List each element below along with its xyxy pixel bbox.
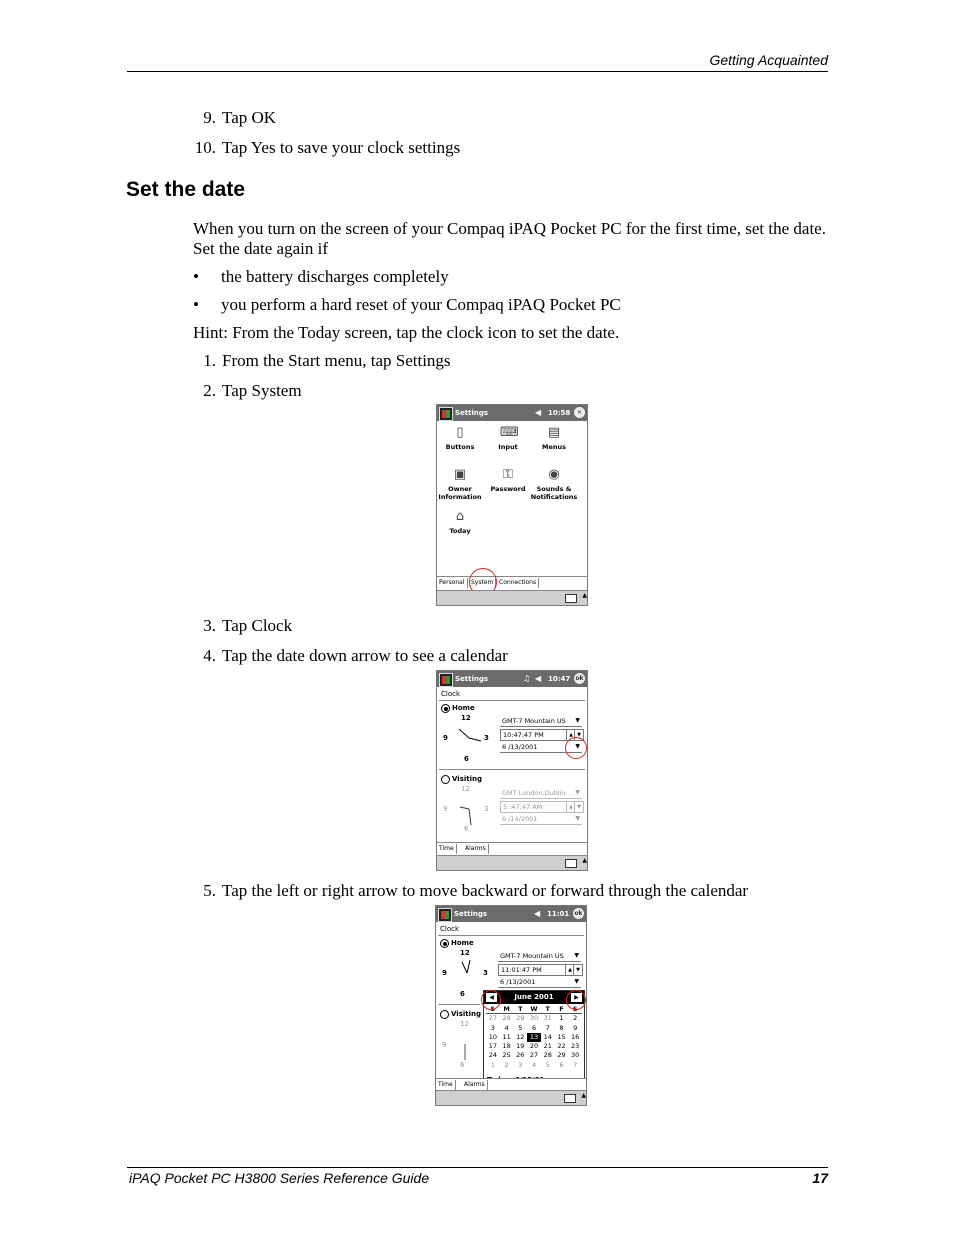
start-logo-icon[interactable] [439,407,453,421]
calendar-day[interactable]: 11 [502,1032,511,1041]
spin-down-icon[interactable]: ▼ [574,730,583,740]
calendar-day[interactable]: 12 [516,1032,525,1041]
step-1 [190,351,451,371]
step-4 [190,646,508,666]
start-logo-icon[interactable] [438,908,452,922]
input-arrow-icon[interactable]: ▲ [582,592,587,599]
dropdown-arrow-icon: ▼ [575,717,580,724]
tab-alarms[interactable]: Alarms [463,844,489,854]
calendar-day[interactable]: 6 [531,1023,537,1032]
password-icon[interactable]: ⚿ Password [490,467,526,493]
clock-numeral: 12 [460,1020,469,1028]
footer-rule [127,1167,828,1168]
clock-hands [450,1028,480,1062]
section-title: Set the date [126,178,246,201]
tab-time[interactable]: Time [437,844,457,854]
visiting-label: Visiting [452,775,482,783]
calendar-day[interactable]: 28 [543,1051,552,1060]
clock-numeral: 3 [484,734,489,742]
page-number: 17 [812,1170,828,1186]
dropdown-arrow-icon: ▼ [575,815,580,822]
clock-time[interactable]: 11:01 [547,910,570,918]
clock-numeral: 3 [484,805,489,813]
bullet-item: • you perform a hard reset of your Compaq iPAQ Pocket PC [193,295,621,314]
step-text: Tap System [222,381,302,400]
calendar-week-row [486,1061,582,1070]
visiting-timezone-select[interactable]: GMT London,Dublin ▼ [502,789,580,797]
calendar-day[interactable]: 3 [490,1023,495,1032]
clock-numeral: 9 [442,1041,447,1049]
clock-numeral: 6 [460,1061,465,1069]
calendar-day[interactable]: 14 [543,1032,552,1041]
spin-up-icon[interactable]: ▲ [566,802,575,812]
calendar-day[interactable]: 21 [543,1042,552,1051]
bullet-text: the battery discharges completely [221,267,449,286]
divider [439,700,585,701]
input-arrow-icon[interactable]: ▲ [581,1092,586,1099]
clock-numeral: 6 [464,755,469,763]
owner-information-icon[interactable]: ▣ Owner Information [438,467,482,501]
calendar-weekday: M [500,1005,514,1014]
bullet-text: you perform a hard reset of your Compaq iPAQ Pocket PC [221,295,621,314]
calendar-day[interactable]: 26 [516,1051,525,1060]
home-label: Home [452,704,475,712]
bullet-item: • the battery discharges completely [193,267,449,286]
step-number: 4. [203,646,216,665]
highlight-circle-right [566,990,586,1010]
calendar-day[interactable]: 4 [504,1023,509,1032]
clock-hands [451,721,491,755]
calendar-day[interactable]: 31 [543,1014,552,1023]
divider [438,1004,480,1005]
divider [439,769,585,770]
home-date-field[interactable]: 6 /13/2001 ▼ [502,743,580,751]
calendar-day[interactable]: 18 [502,1042,511,1051]
calendar-day[interactable]: 30 [529,1014,539,1023]
calendar-day[interactable]: 23 [571,1042,580,1051]
calendar-weekday: T [541,1005,555,1014]
keyboard-icon[interactable] [565,594,577,603]
screenshot-system-settings [436,404,588,606]
home-radio[interactable] [440,939,449,948]
title-bar-title: Settings [454,910,488,918]
calendar-weekday: S [568,1005,582,1014]
calendar-day[interactable]: 2 [504,1060,509,1069]
keyboard-icon[interactable] [565,859,577,868]
calendar-week-row [486,1033,582,1042]
calendar-weekday: F [555,1005,569,1014]
clock-numeral: 6 [464,825,469,833]
running-header: Getting Acquainted [709,52,828,68]
calendar-day[interactable]: 13 [527,1033,541,1042]
speaker-icon[interactable]: ◀ [534,909,541,918]
calendar-day[interactable]: 9 [573,1023,578,1032]
step-5 [190,881,748,901]
visiting-date-field[interactable]: 6 /14/2001 ▼ [502,815,580,823]
step-text: Tap the left or right arrow to move backward or forward through the calendar [222,881,749,900]
clock-numeral: 6 [460,990,465,998]
step-text: Tap Yes to save your clock settings [222,138,461,157]
calendar-day[interactable]: 29 [557,1051,566,1060]
calendar-day[interactable]: 22 [557,1042,566,1051]
calendar-day[interactable]: 4 [531,1060,537,1069]
visiting-label: Visiting [451,1010,481,1018]
step-text: Tap Clock [222,616,293,635]
tab-system[interactable]: System [469,578,496,588]
clock-heading: Clock [440,925,460,933]
clock-hands [451,793,491,827]
title-bar [437,405,587,421]
clock-time[interactable]: 10:47 [548,675,571,683]
step-text: Tap OK [222,108,277,127]
prev-month-arrow-icon[interactable]: ◀ [486,993,497,1002]
calendar-day[interactable]: 7 [545,1023,550,1032]
spin-down-icon[interactable]: ▼ [573,965,582,975]
calendar-day[interactable]: 16 [571,1032,580,1041]
clock-numeral: 12 [460,949,470,957]
clock-numeral: 9 [443,805,448,813]
calendar-day[interactable]: 3 [518,1060,523,1069]
title-bar-title: Settings [455,675,489,683]
next-month-arrow-icon[interactable]: ▶ [571,993,582,1002]
clock-numeral: 12 [461,785,470,793]
calendar-day[interactable]: 19 [516,1042,525,1051]
step-number: 10. [194,138,216,157]
step-number: 2. [203,381,216,400]
calendar-day[interactable]: 10 [488,1032,497,1041]
speaker-icon[interactable]: ◀ [535,408,542,417]
intro-paragraph: When you turn on the screen of your Compaq iPAQ Pocket PC for the first time, set the date. Set the date again if [193,219,826,258]
calendar-day[interactable]: 29 [516,1014,525,1023]
menus-icon[interactable]: ▤ Menus [541,425,566,451]
calendar-day[interactable]: 6 [559,1060,564,1069]
step-number: 3. [203,616,216,635]
step-number: 1. [203,351,216,370]
calendar-day[interactable]: 28 [502,1014,511,1023]
clock-numeral: 9 [442,969,447,977]
visiting-radio[interactable] [441,775,450,784]
highlight-circle [565,737,587,759]
clock-numeral: 9 [443,734,448,742]
calendar-weekday: S [486,1005,500,1014]
music-note-icon[interactable]: ♫ [523,674,531,683]
home-radio[interactable] [441,704,450,713]
clock-time[interactable]: 10:58 [548,409,571,417]
command-bar [437,590,587,605]
home-timezone-select[interactable]: GMT-7 Mountain US ▼ [502,717,580,725]
ok-button[interactable]: ok [575,675,584,682]
header-rule [127,71,828,72]
step-number: 5. [203,881,216,900]
close-icon[interactable]: ✕ [574,407,585,418]
calendar-day[interactable]: 25 [502,1051,511,1060]
command-bar [436,1090,586,1105]
today-icon[interactable]: ⌂ Today [449,509,471,535]
calendar-weekday: T [513,1005,527,1014]
dropdown-arrow-icon: ▼ [574,952,579,959]
spin-up-icon[interactable]: ▲ [566,730,575,740]
date-dropdown-arrow-icon[interactable]: ▼ [575,743,580,750]
calendar-day[interactable]: 7 [573,1060,578,1069]
home-time-field[interactable]: 10:47:47 PM ▲ ▼ [500,729,584,741]
start-logo-icon[interactable] [439,673,453,687]
calendar-week-row [486,1024,582,1033]
footer-title: iPAQ Pocket PC H3800 Series Reference Guide [129,1170,430,1186]
tab-bar [437,842,587,856]
divider [438,935,584,936]
ok-button[interactable]: ok [574,910,583,917]
clock-numeral: 3 [483,969,488,977]
screenshot-clock-calendar [435,905,587,1106]
home-date-field[interactable]: 6 /13/2001 ▼ [500,978,579,986]
clock-numeral: 12 [461,714,471,722]
command-bar [437,855,587,870]
home-timezone-select[interactable]: GMT-7 Mountain US ▼ [500,952,579,960]
calendar-day[interactable]: 24 [488,1051,497,1060]
calendar-day[interactable]: 1 [559,1014,564,1023]
step-number: 9. [203,108,216,127]
calendar-day[interactable]: 8 [559,1023,564,1032]
input-icon[interactable]: ⌨ Input [498,425,519,451]
sounds-notifications-icon[interactable]: ◉ Sounds & Notifications [530,467,578,501]
calendar-weekday: W [527,1005,541,1014]
visiting-radio[interactable] [440,1010,449,1019]
step-text: Tap the date down arrow to see a calendar [222,646,508,665]
buttons-icon[interactable]: ▯ Buttons [445,425,475,451]
spin-up-icon[interactable]: ▲ [565,965,574,975]
calendar-week-row [486,1051,582,1060]
spin-down-icon[interactable]: ▼ [574,802,583,812]
title-bar-title: Settings [455,409,489,417]
calendar-day[interactable]: 5 [545,1060,550,1069]
step-2 [190,381,302,401]
calendar-day[interactable]: 2 [573,1014,578,1023]
calendar-day[interactable]: 20 [529,1042,539,1051]
calendar-week-row [486,1042,582,1051]
clock-hands [450,956,490,990]
input-arrow-icon[interactable]: ▲ [582,857,587,864]
home-time-field[interactable]: 11:01:47 PM ▲ ▼ [498,964,583,976]
title-bar [436,906,586,922]
highlight-circle-left [481,990,501,1010]
title-bar [437,671,587,687]
calendar-week-row [486,1014,582,1023]
clock-heading: Clock [441,690,461,698]
step-10 [190,138,460,158]
calendar-day[interactable]: 30 [571,1051,580,1060]
tab-bar [437,576,587,590]
calendar-day[interactable]: 17 [488,1042,497,1051]
dropdown-arrow-icon[interactable]: ▼ [574,978,579,985]
dropdown-arrow-icon: ▼ [575,789,580,796]
calendar-day[interactable]: 1 [490,1060,495,1069]
step-9 [190,108,276,128]
calendar-day[interactable]: 27 [529,1051,539,1060]
screenshot-clock-settings [436,670,588,871]
tab-connections[interactable]: Connections [497,578,539,588]
tab-alarms[interactable]: Alarms [462,1080,488,1090]
speaker-icon[interactable]: ◀ [535,674,542,683]
step-text: From the Start menu, tap Settings [222,351,451,370]
calendar-day[interactable]: 5 [518,1023,523,1032]
tab-time[interactable]: Time [436,1080,456,1090]
calendar-day[interactable]: 15 [557,1032,566,1041]
calendar-grid [486,1005,582,1070]
keyboard-icon[interactable] [564,1094,576,1103]
calendar-day[interactable]: 27 [488,1014,497,1023]
home-label: Home [451,939,474,947]
visiting-time-field[interactable]: 5 :47:47 AM ▲ ▼ [500,801,584,813]
hint-text: Hint: From the Today screen, tap the clock icon to set the date. [193,323,620,342]
tab-personal[interactable]: Personal [437,578,468,588]
calendar-month: June 2001 [514,993,554,1001]
step-3 [190,616,292,636]
